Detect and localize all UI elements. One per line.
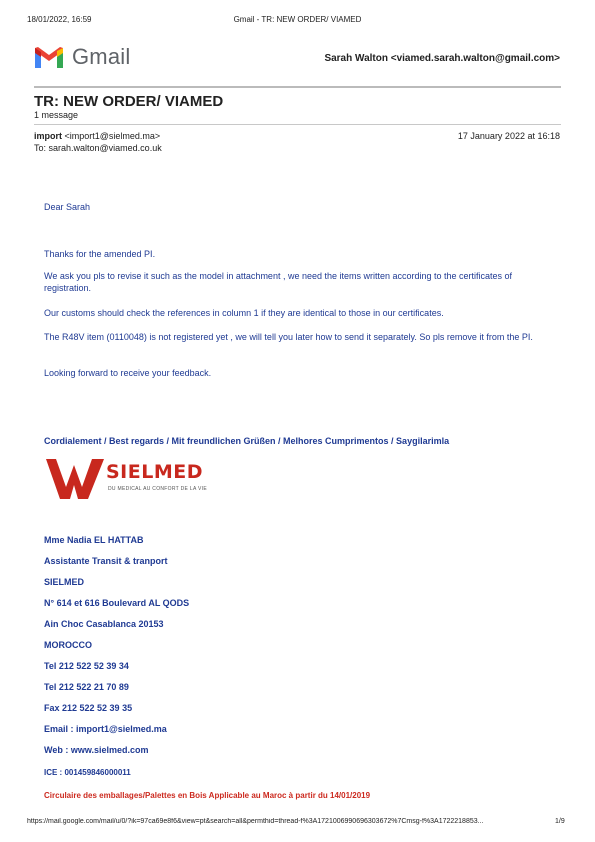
signature-address: N° 614 et 616 Boulevard AL QODS bbox=[44, 598, 190, 608]
body-paragraph: The R48V item (0110048) is not registered yet , we will tell you later how to send it separately. So pls remove it from the PI. bbox=[44, 332, 533, 342]
print-title: Gmail - TR: NEW ORDER/ VIAMED bbox=[233, 15, 362, 24]
signature-country: MOROCCO bbox=[44, 640, 92, 650]
signature-fax: Fax 212 522 52 39 35 bbox=[44, 703, 133, 713]
subject-divider bbox=[34, 124, 561, 125]
gmail-logo[interactable] bbox=[34, 44, 130, 70]
body-closing: Looking forward to receive your feedback. bbox=[44, 368, 212, 378]
print-datetime: 18/01/2022, 16:59 bbox=[27, 15, 92, 24]
signature-ice: ICE : 001459846000011 bbox=[44, 768, 131, 777]
signature-email-link[interactable]: Email : import1@sielmed.ma bbox=[44, 724, 167, 734]
print-url: https://mail.google.com/mail/u/0/?ik=97ca69e8f6&view=pt&search=all&permthid=thread-f%3A1721006990696303672%7Cmsg-f%3A1722218853... bbox=[27, 818, 484, 825]
brand-name: SIELMED bbox=[106, 461, 203, 483]
signature-company: SIELMED bbox=[44, 577, 85, 587]
message-sender[interactable] bbox=[34, 131, 160, 141]
sender-name: import bbox=[34, 131, 62, 141]
header-divider bbox=[34, 86, 561, 88]
account-identity: Sarah Walton <viamed.sarah.walton@gmail.com> bbox=[324, 53, 560, 64]
signature-regards: Cordialement / Best regards / Mit freundlichen Grüßen / Melhores Cumprimentos / Saygilarimla bbox=[44, 436, 450, 446]
signature-phone: Tel 212 522 52 39 34 bbox=[44, 661, 129, 671]
message-date: 17 January 2022 at 16:18 bbox=[457, 131, 560, 141]
body-paragraph: We ask you pls to revise it such as the model in attachment , we need the items written according to the certificates of registration. bbox=[44, 271, 513, 293]
signature-city: Ain Choc Casablanca 20153 bbox=[44, 619, 164, 629]
signature-phone: Tel 212 522 21 70 89 bbox=[44, 682, 129, 692]
signature-web-link[interactable]: Web : www.sielmed.com bbox=[44, 745, 149, 755]
signature-name: Mme Nadia EL HATTAB bbox=[44, 535, 144, 545]
brand-tagline: DU MEDICAL AU CONFORT DE LA VIE bbox=[108, 486, 207, 492]
signature-notice: Circulaire des emballages/Palettes en Bois Applicable au Maroc à partir du 14/01/2019 bbox=[44, 791, 371, 800]
gmail-wordmark: Gmail bbox=[72, 44, 131, 69]
gmail-m-icon bbox=[34, 46, 64, 69]
message-count: 1 message bbox=[34, 110, 79, 120]
thread-subject: TR: NEW ORDER/ VIAMED bbox=[34, 93, 224, 110]
message-recipient: To: sarah.walton@viamed.co.uk bbox=[34, 143, 162, 153]
print-page-number: 1/9 bbox=[555, 818, 565, 825]
body-paragraph: Thanks for the amended PI. bbox=[44, 249, 156, 259]
sender-email: <import1@sielmed.ma> bbox=[64, 131, 161, 141]
body-greeting: Dear Sarah bbox=[44, 202, 91, 212]
sielmed-mark-icon bbox=[44, 457, 106, 501]
body-paragraph: Our customs should check the references in column 1 if they are identical to those in our certificates. bbox=[44, 308, 444, 318]
signature-title: Assistante Transit & tranport bbox=[44, 556, 168, 566]
sielmed-logo bbox=[44, 457, 214, 503]
